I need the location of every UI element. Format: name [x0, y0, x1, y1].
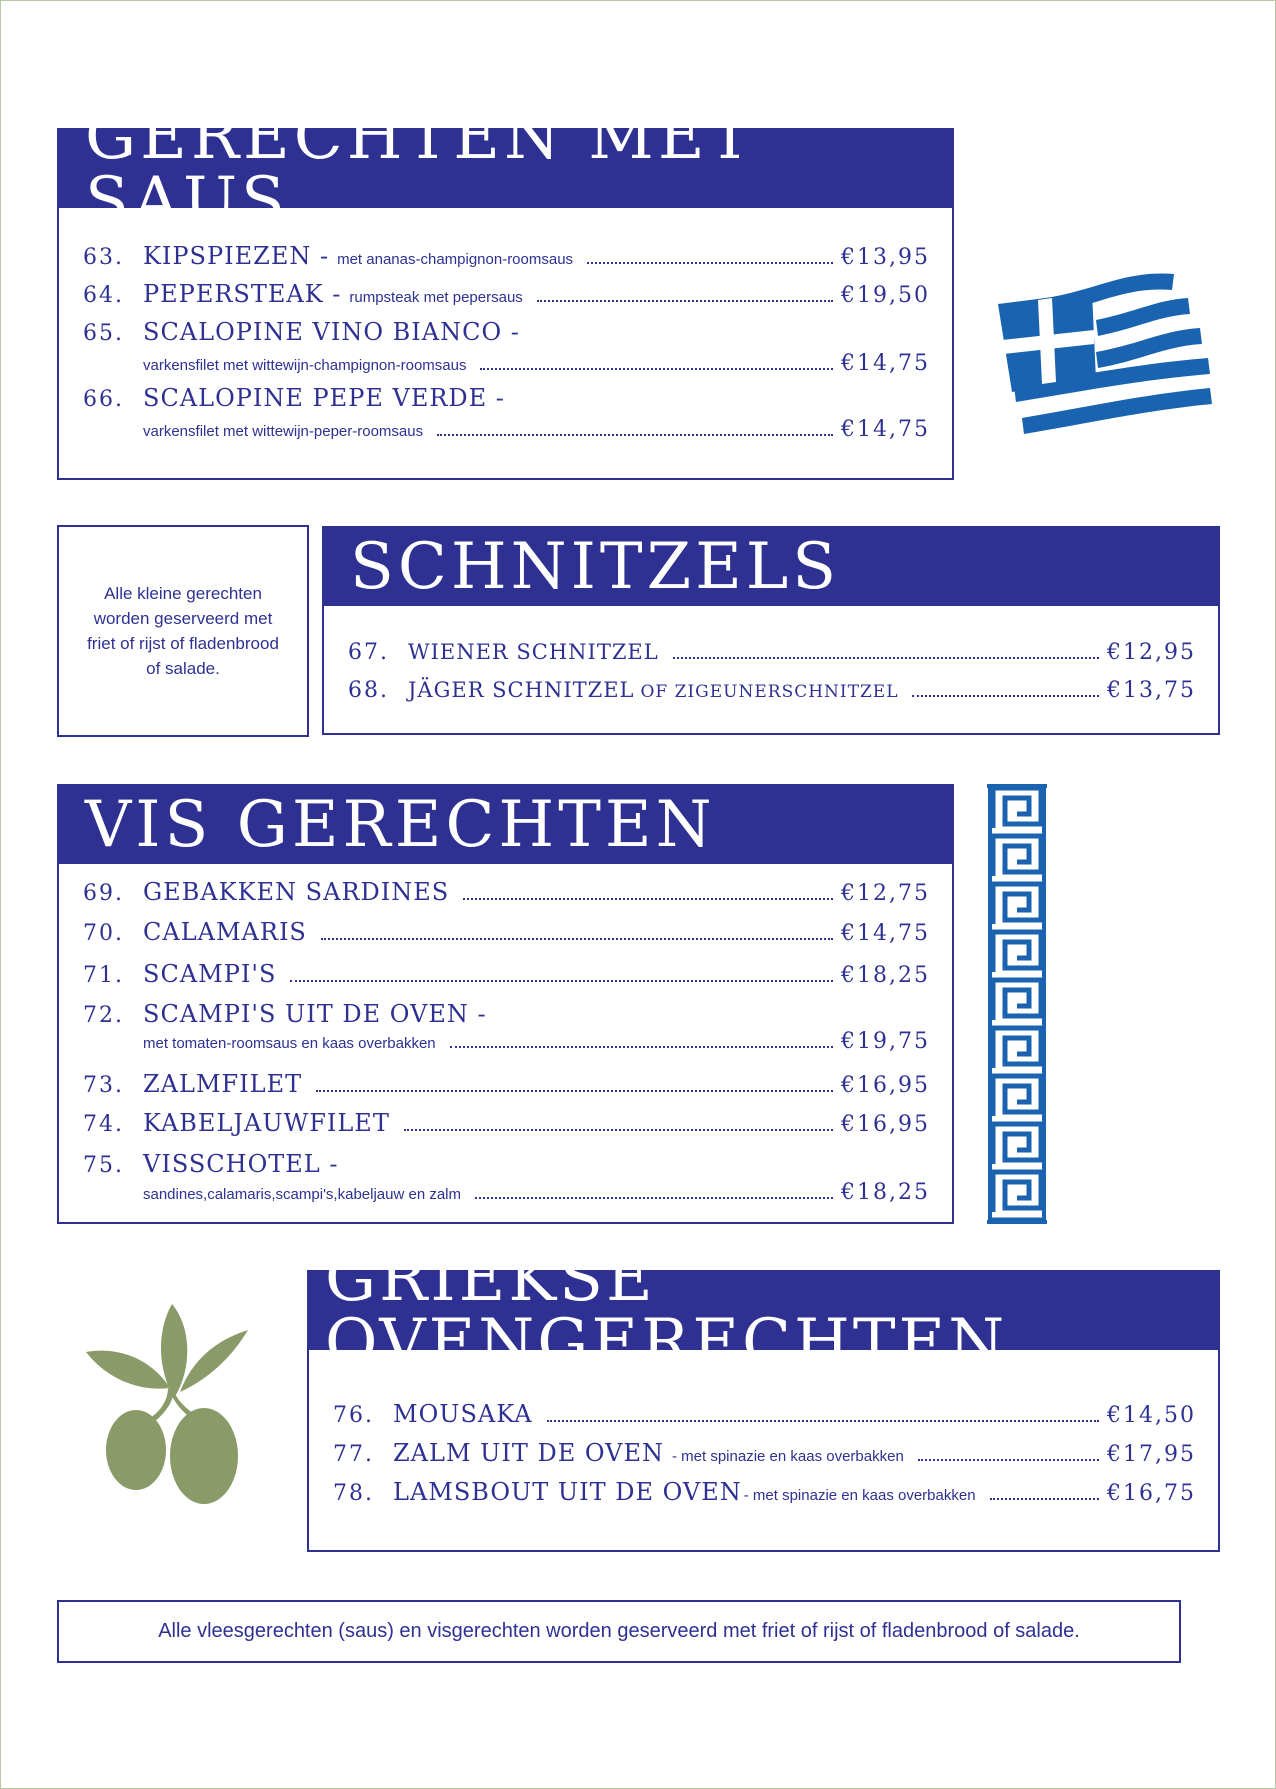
- menu-item-72-name: [83, 1000, 487, 1028]
- item-number: 68.: [348, 678, 389, 703]
- item-price: €13,75: [1107, 678, 1196, 703]
- menu-item-75-name: [83, 1150, 338, 1178]
- section-schnitzels: [322, 526, 1220, 735]
- menu-item-69: [83, 878, 930, 906]
- item-price: €19,50: [841, 283, 930, 308]
- item-number: 73.: [83, 1073, 124, 1098]
- item-description: - met spinazie en kaas overbakken: [672, 1448, 904, 1465]
- item-number: 63.: [83, 245, 124, 270]
- item-number: 70.: [83, 921, 124, 946]
- dot-leader: [475, 1197, 833, 1199]
- note-small: [57, 525, 309, 737]
- item-number: 67.: [348, 640, 389, 665]
- item-name-alt: OF ZIGEUNERSCHNITZEL: [640, 682, 899, 702]
- item-name: KABELJAUWFILET: [143, 1109, 390, 1137]
- item-description: varkensfilet met wittewijn-champignon-roomsaus: [143, 357, 467, 374]
- item-price: €13,95: [841, 245, 930, 270]
- menu-item-77: [333, 1439, 1196, 1467]
- item-price: €16,75: [1107, 1481, 1196, 1506]
- item-name: MOUSAKA: [393, 1400, 533, 1428]
- item-price: €12,95: [1107, 640, 1196, 665]
- dot-leader: [480, 368, 833, 370]
- item-name: JÄGER SCHNITZEL: [408, 678, 635, 702]
- item-description: - met spinazie en kaas overbakken: [743, 1487, 976, 1504]
- item-price: €14,75: [841, 921, 930, 946]
- dot-leader: [990, 1498, 1099, 1500]
- item-price: €19,75: [841, 1029, 930, 1054]
- item-number: 78.: [333, 1481, 374, 1506]
- menu-item-65-name: [83, 318, 520, 346]
- dot-leader: [918, 1459, 1099, 1461]
- menu-item-76: [333, 1400, 1196, 1428]
- item-name: WIENER SCHNITZEL: [408, 640, 659, 664]
- item-price: €18,25: [841, 1180, 930, 1205]
- menu-item-67: [348, 640, 1196, 665]
- item-description: varkensfilet met wittewijn-peper-roomsaus: [143, 423, 424, 440]
- note-small-text: Alle kleine gerechten worden geserveerd met friet of rijst of fladenbrood of salade.: [87, 584, 279, 678]
- dot-leader: [587, 262, 833, 264]
- section-oven: [307, 1242, 1220, 1552]
- menu-item-64: [83, 280, 930, 308]
- section-title: GERECHTEN MET SAUS: [59, 130, 952, 208]
- greek-flag-icon: [996, 268, 1214, 440]
- menu-item-74: [83, 1109, 930, 1137]
- menu-item-66-name: [83, 384, 505, 412]
- item-name: LAMSBOUT UIT DE OVEN: [393, 1478, 742, 1506]
- section-title: GRIEKSE OVENGERECHTEN: [309, 1272, 1218, 1350]
- item-number: 66.: [83, 387, 124, 412]
- footer-note: [57, 1600, 1181, 1663]
- item-number: 65.: [83, 321, 124, 346]
- item-price: €12,75: [841, 881, 930, 906]
- item-number: 71.: [83, 963, 124, 988]
- item-number: 72.: [83, 1003, 124, 1028]
- section-title: VIS GERECHTEN: [59, 786, 952, 864]
- item-price: €14,75: [841, 417, 930, 442]
- item-name: KIPSPIEZEN -: [143, 242, 330, 270]
- item-number: 74.: [83, 1112, 124, 1137]
- menu-item-65: [83, 351, 930, 376]
- item-description: sandines,calamaris,scampi's,kabeljauw en zalm: [143, 1186, 462, 1203]
- item-description: rumpsteak met pepersaus: [349, 289, 523, 306]
- item-name: SCAMPI'S UIT DE OVEN -: [143, 1000, 487, 1028]
- item-name: GEBAKKEN SARDINES: [143, 878, 450, 906]
- menu-item-66: [83, 417, 930, 442]
- dot-leader: [290, 980, 833, 982]
- item-name: VISSCHOTEL -: [143, 1150, 339, 1178]
- item-name: CALAMARIS: [143, 918, 307, 946]
- section-saus: [57, 100, 954, 480]
- item-price: €14,50: [1107, 1403, 1196, 1428]
- item-name: SCALOPINE VINO BIANCO -: [143, 318, 520, 346]
- item-number: 64.: [83, 283, 124, 308]
- olive-branch-icon: [80, 1300, 260, 1510]
- item-number: 77.: [333, 1442, 374, 1467]
- menu-item-71: [83, 960, 930, 988]
- dot-leader: [912, 695, 1099, 697]
- dot-leader: [321, 938, 833, 940]
- menu-item-70: [83, 918, 930, 946]
- menu-item-73: [83, 1070, 930, 1098]
- item-number: 76.: [333, 1403, 374, 1428]
- item-name: PEPERSTEAK -: [143, 280, 342, 308]
- greek-key-border: [987, 784, 1047, 1224]
- item-price: €14,75: [841, 351, 930, 376]
- dot-leader: [463, 898, 833, 900]
- dot-leader: [450, 1046, 833, 1048]
- item-name: ZALMFILET: [143, 1070, 303, 1098]
- item-name: ZALM UIT DE OVEN: [393, 1439, 664, 1467]
- menu-item-75: [83, 1180, 930, 1205]
- dot-leader: [316, 1090, 833, 1092]
- dot-leader: [547, 1420, 1099, 1422]
- dot-leader: [537, 300, 833, 302]
- item-number: 75.: [83, 1153, 124, 1178]
- item-description: met ananas-champignon-roomsaus: [337, 251, 574, 268]
- dot-leader: [437, 434, 833, 436]
- item-price: €17,95: [1107, 1442, 1196, 1467]
- item-price: €18,25: [841, 963, 930, 988]
- section-title: SCHNITZELS: [324, 528, 1218, 606]
- item-description: met tomaten-roomsaus en kaas overbakken: [143, 1035, 436, 1052]
- menu-item-78: [333, 1478, 1196, 1506]
- footer-note-text: Alle vleesgerechten (saus) en visgerechten worden geserveerd met friet of rijst of fladenbrood of salade.: [158, 1620, 1080, 1642]
- menu-item-72: [83, 1029, 930, 1054]
- menu-item-63: [83, 242, 930, 270]
- menu-item-68: [348, 678, 1196, 703]
- item-price: €16,95: [841, 1073, 930, 1098]
- item-name: SCAMPI'S: [143, 960, 277, 988]
- item-name: SCALOPINE PEPE VERDE -: [143, 384, 505, 412]
- dot-leader: [404, 1129, 833, 1131]
- section-vis: [57, 784, 954, 1224]
- item-number: 69.: [83, 881, 124, 906]
- dot-leader: [673, 657, 1099, 659]
- item-price: €16,95: [841, 1112, 930, 1137]
